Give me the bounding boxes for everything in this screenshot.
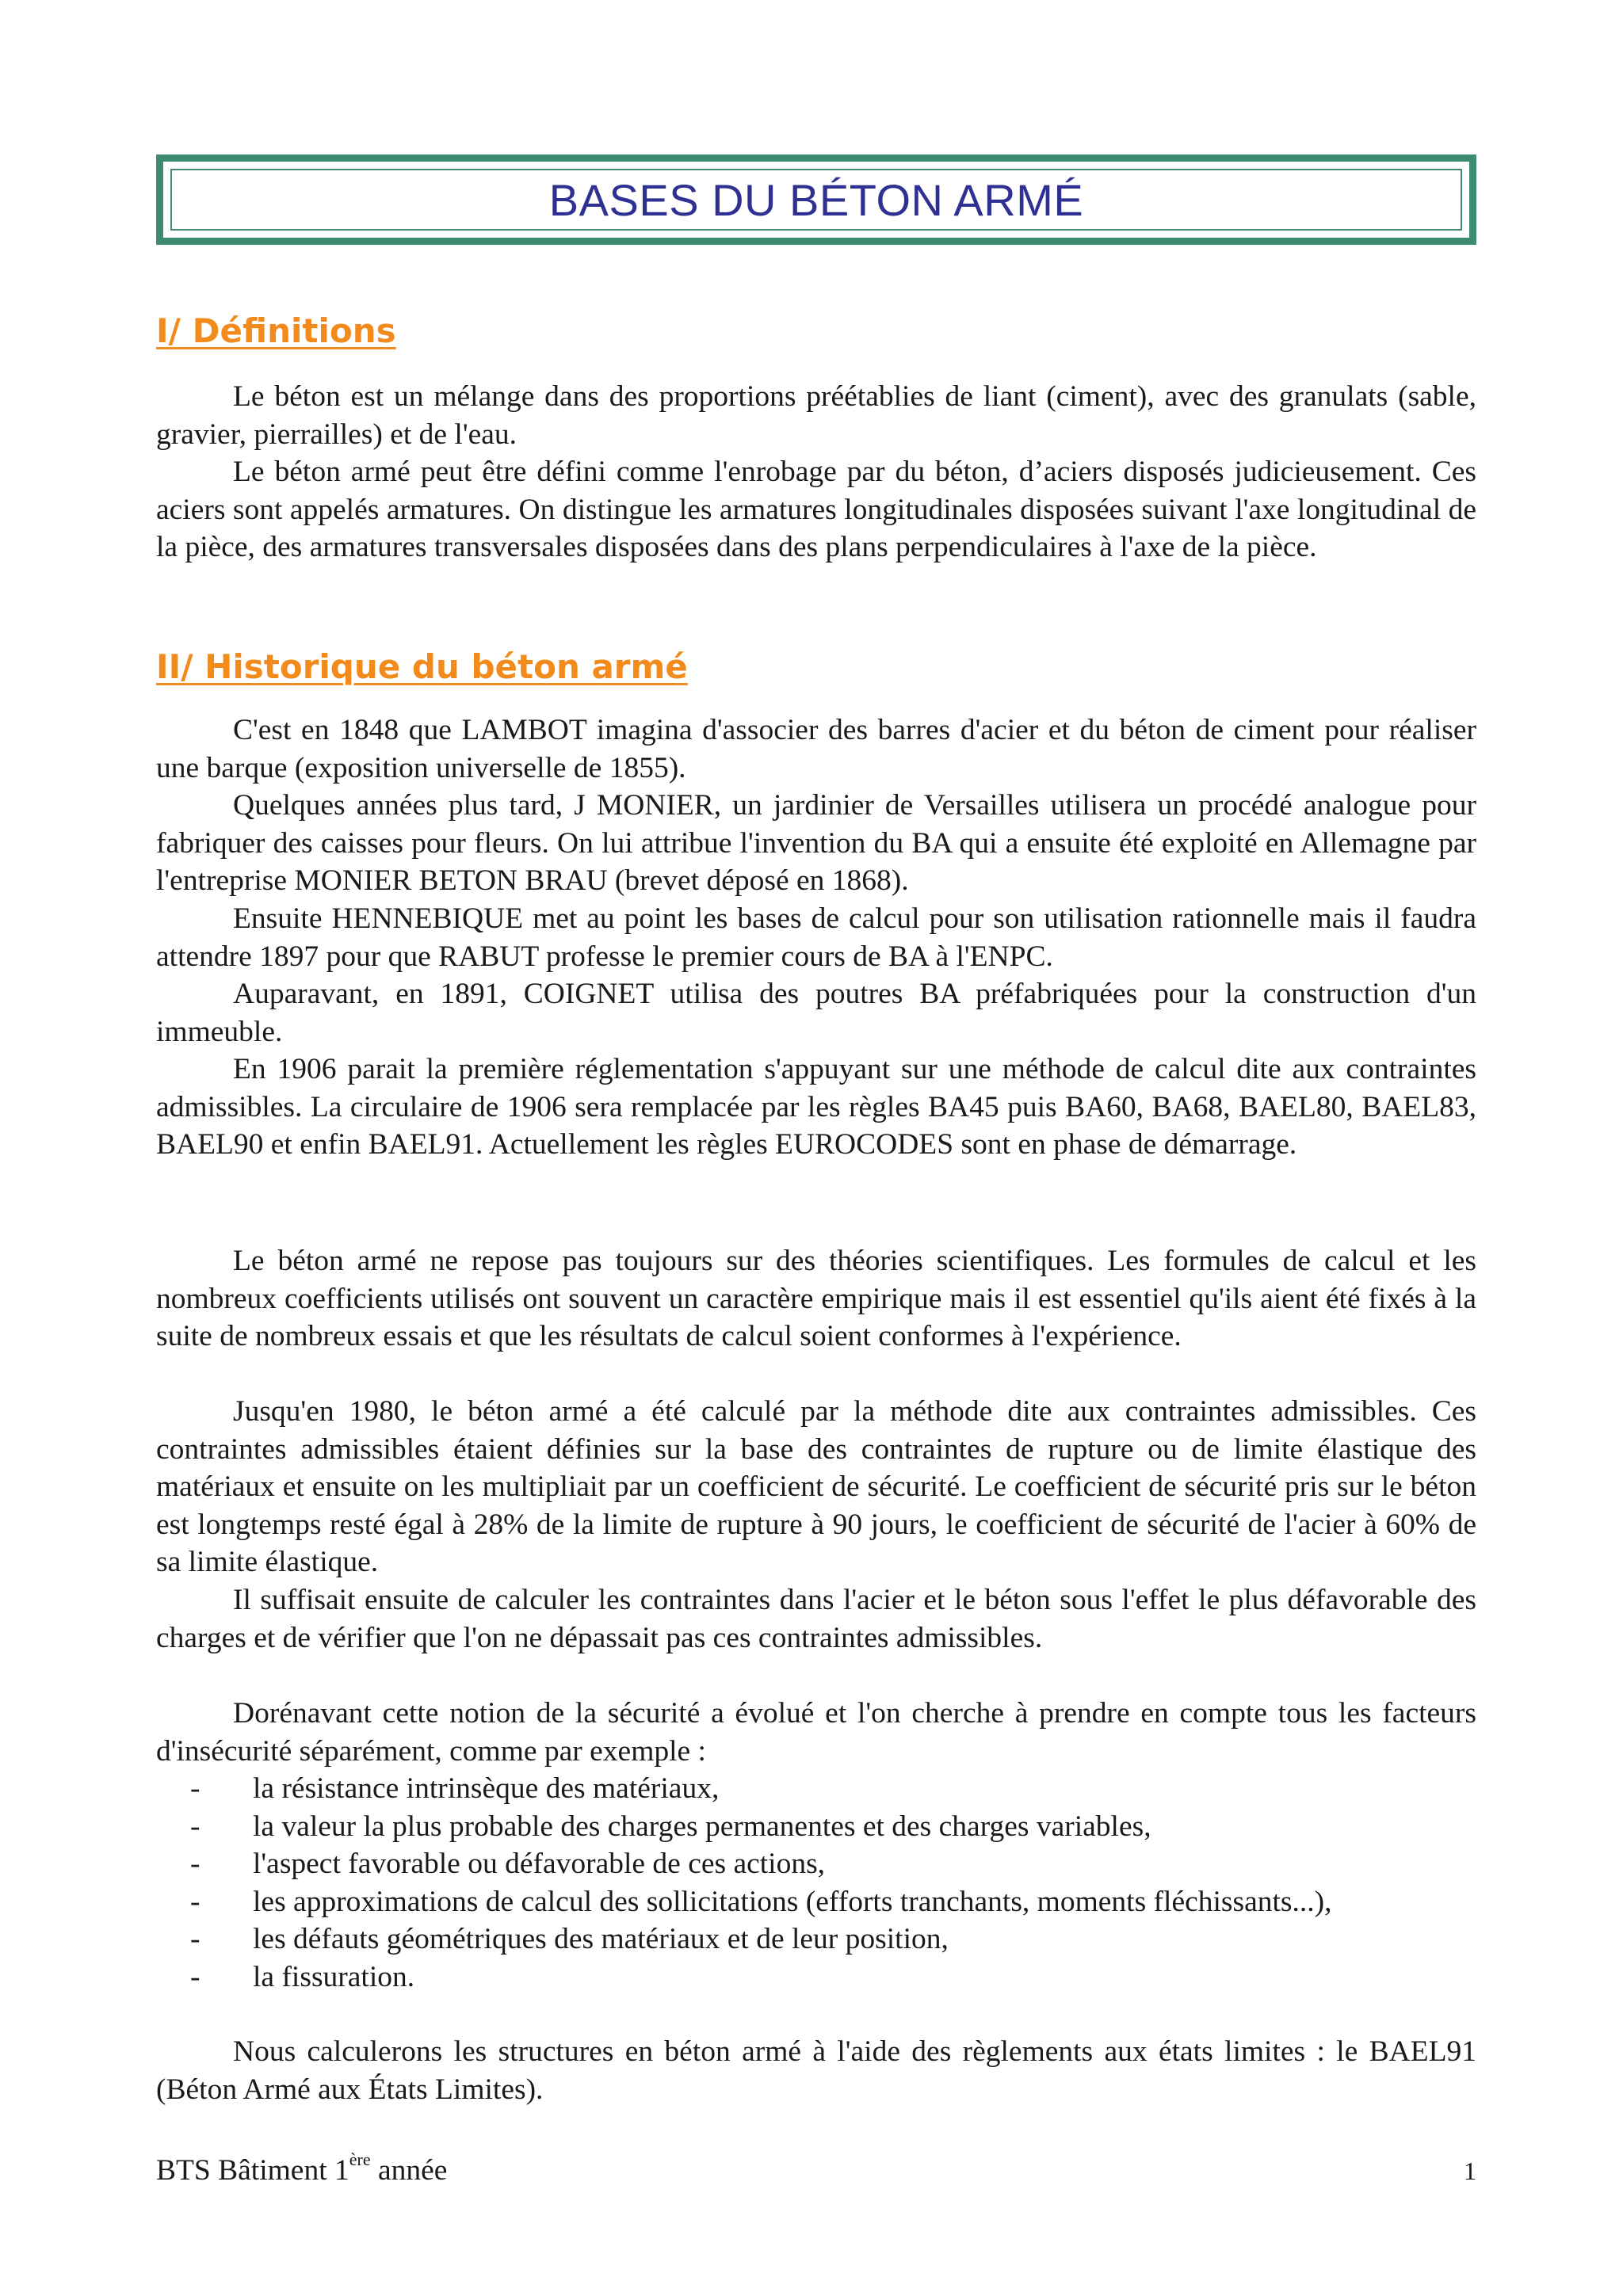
list-item-text: la valeur la plus probable des charges permanentes et des charges variables, <box>253 1810 1151 1843</box>
closing-paragraph: Nous calculerons les structures en béton armé à l'aide des règlements aux états limites : le BAEL91 (Béton Armé aux États Limites). <box>156 2035 1476 2106</box>
paragraph: Ensuite HENNEBIQUE met au point les bases de calcul pour son utilisation rationnelle mais il faudra attendre 1897 pour que RABUT professe le premier cours de BA à l'ENPC. <box>156 902 1476 973</box>
section-heading-definitions: I/ Définitions <box>156 311 396 350</box>
list-item <box>156 1883 1476 1921</box>
list-item <box>156 1958 1476 1997</box>
paragraph: Auparavant, en 1891, COIGNET utilisa des poutres BA préfabriquées pour la construction d'un immeuble. <box>156 978 1476 1048</box>
footer-prefix: BTS Bâtiment 1 <box>156 2154 349 2187</box>
list-item-text: la résistance intrinsèque des matériaux, <box>253 1772 720 1805</box>
bullet-dash: - <box>190 1848 200 1880</box>
paragraph: Quelques années plus tard, J MONIER, un jardinier de Versailles utilisera un procédé analogue pour fabriquer des caisses pour fleurs. On lui attribue l'invention du BA qui a ensuite été exploité en Allemagne par l'entreprise MONIER BETON BRAU (brevet déposé en 1868). <box>156 789 1476 897</box>
paragraph: Le béton armé ne repose pas toujours sur des théories scientifiques. Les formules de calcul et les nombreux coefficients utilisés ont souvent un caractère empirique mais il est essentiel qu'ils aient été fixés à la suite de nombreux essais et que les résultats de calcul soient conformes à l'expérience. <box>156 1245 1476 1352</box>
list-item <box>156 1920 1476 1958</box>
list-item-text: les approximations de calcul des sollicitations (efforts tranchants, moments fléchissants...), <box>253 1885 1332 1918</box>
footer-suffix: année <box>370 2154 448 2187</box>
page-footer <box>156 2149 1476 2187</box>
paragraph: Jusqu'en 1980, le béton armé a été calculé par la méthode dite aux contraintes admissibles. Ces contraintes admissibles étaient définies sur la base des contraintes de rupture ou de limite élastique des matériaux et ensuite on les multipliait par un coefficient de sécurité. Le coefficient de sécurité pris sur le béton est longtemps resté égal à 28% de la limite de rupture à 90 jours, le coefficient de sécurité de l'acier à 60% de sa limite élastique. <box>156 1395 1476 1578</box>
bullet-dash: - <box>190 1923 200 1955</box>
footer-course-label <box>156 2149 448 2187</box>
paragraph: Dorénavant cette notion de la sécurité a évolué et l'on cherche à prendre en compte tous les facteurs d'insécurité séparément, comme par exemple : <box>156 1697 1476 1768</box>
title-box <box>156 154 1476 245</box>
insecurity-factors-list <box>156 1770 1476 1996</box>
footer-superscript: ère <box>349 2149 371 2169</box>
list-item <box>156 1808 1476 1846</box>
paragraph: Il suffisait ensuite de calculer les contraintes dans l'acier et le béton sous l'effet le plus défavorable des charges et de vérifier que l'on ne dépassait pas ces contraintes admissibles. <box>156 1584 1476 1654</box>
list-item <box>156 1770 1476 1808</box>
bullet-dash: - <box>190 1772 200 1805</box>
list-item <box>156 1845 1476 1883</box>
page-title: BASES DU BÉTON ARMÉ <box>548 174 1084 225</box>
paragraph: Le béton est un mélange dans des proportions préétablies de liant (ciment), avec des granulats (sable, gravier, pierrailles) et de l'eau. <box>156 380 1476 451</box>
list-item-text: l'aspect favorable ou défavorable de ces actions, <box>253 1848 826 1880</box>
paragraph: C'est en 1848 que LAMBOT imagina d'associer des barres d'acier et du béton de ciment pour réaliser une barque (exposition universelle de 1855). <box>156 714 1476 784</box>
bullet-dash: - <box>190 1960 200 1993</box>
list-item-text: les défauts géométriques des matériaux et de leur position, <box>253 1923 949 1955</box>
paragraph: Le béton armé peut être défini comme l'enrobage par du béton, d’aciers disposés judicieusement. Ces aciers sont appelés armatures. On distingue les armatures longitudinales disposées suivant l'axe longitudinal de la pièce, des armatures transversales disposées dans des plans perpendiculaires à l'axe de la pièce. <box>156 456 1476 563</box>
section-heading-historique: II/ Historique du béton armé <box>156 647 688 686</box>
list-item-text: la fissuration. <box>253 1960 415 1993</box>
title-inner-frame <box>170 169 1462 231</box>
page-number: 1 <box>1464 2157 1476 2185</box>
bullet-dash: - <box>190 1810 200 1843</box>
bullet-dash: - <box>190 1885 200 1918</box>
paragraph: En 1906 parait la première réglementation s'appuyant sur une méthode de calcul dite aux contraintes admissibles. La circulaire de 1906 sera remplacée par les règles BA45 puis BA60, BA68, BAEL80, BAEL83, BAEL90 et enfin BAEL91. Actuellement les règles EUROCODES sont en phase de démarrage. <box>156 1053 1476 1161</box>
